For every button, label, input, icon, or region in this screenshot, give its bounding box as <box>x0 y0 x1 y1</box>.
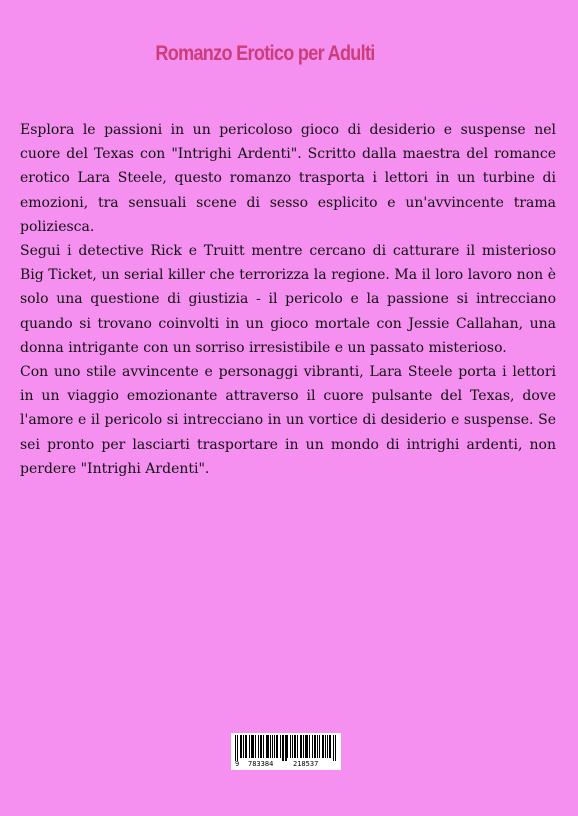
blurb-paragraph: Segui i detective Rick e Truitt mentre cercano di catturare il misterioso Big Ticket, un serial killer che terrorizza la regione. Ma il loro lavoro non è solo una questione di giustizia - il pericolo e la passione si intrecciano quando si trovano coinvolti in un gioco mortale con Jessie Callahan, una donna intrigante con un sorriso irresistibile e un passato misterioso. <box>20 243 556 356</box>
barcode-bar <box>261 735 262 758</box>
barcode-bar <box>272 735 273 758</box>
barcode-bar <box>235 735 236 761</box>
barcode-bar <box>282 735 283 761</box>
barcode-bar <box>295 735 296 758</box>
barcode-bar <box>306 735 307 758</box>
barcode-bar <box>319 735 320 758</box>
barcode-bar <box>270 735 271 758</box>
barcode-bar <box>266 735 267 758</box>
barcode-first-digit: 9 <box>235 760 240 768</box>
barcode-bar <box>253 735 254 758</box>
barcode-bar <box>276 735 277 758</box>
barcode-bar <box>300 735 301 758</box>
barcode-bar <box>309 735 310 758</box>
barcode-bar <box>285 735 286 761</box>
barcode-bar <box>314 735 315 758</box>
barcode-bar <box>333 735 334 761</box>
blurb-paragraph: Con uno stile avvincente e personaggi vibranti, Lara Steele porta i lettori in un viaggio emozionante attraverso il cuore pulsante del Texas, dove l'amore e il pericolo si intrecciano in un vortice di desiderio e suspense. Se sei pronto per lasciarti trasportare in un mondo di intrighi ardenti, non perdere "Intrighi Ardenti". <box>20 364 556 477</box>
barcode-bar <box>317 735 318 758</box>
barcode-bar <box>260 735 261 758</box>
barcode-bar <box>325 735 326 758</box>
barcode-bar <box>252 735 253 758</box>
barcode-bar <box>307 735 308 758</box>
barcode-bar <box>322 735 323 758</box>
barcode-bar <box>297 735 298 758</box>
barcode-bar <box>294 735 295 758</box>
barcode-bar <box>267 735 268 758</box>
barcode-bar <box>327 735 328 758</box>
barcode-bars-graphic <box>231 733 341 761</box>
barcode-bar <box>240 735 241 758</box>
barcode-bar <box>290 735 291 758</box>
barcode-bar <box>329 735 330 758</box>
barcode-bar <box>274 735 275 758</box>
barcode-bar <box>287 735 288 758</box>
barcode-bar <box>323 735 324 758</box>
barcode-bar <box>246 735 247 758</box>
barcode-bar <box>315 735 316 758</box>
barcode-bar <box>280 735 281 758</box>
barcode-bar <box>255 735 256 758</box>
barcode-bar <box>241 735 242 758</box>
barcode <box>231 733 341 770</box>
barcode-bar <box>283 735 284 761</box>
barcode-bar <box>263 735 264 758</box>
barcode-bar <box>268 735 269 758</box>
blurb-paragraph: Esplora le passioni in un pericoloso gioco di desiderio e suspense nel cuore del Texas con "Intrighi Ardenti". Scritto dalla maestra del romance erotico Lara Steele, questo romanzo trasporta i lettori in un turbine di emozioni, tra sensuali scene di sesso esplicito e un'avvincente trama poliziesca. <box>20 122 556 235</box>
barcode-bar <box>258 735 259 758</box>
barcode-bar <box>303 735 304 758</box>
barcode-bar <box>277 735 278 758</box>
barcode-bar <box>301 735 302 758</box>
barcode-bar <box>243 735 244 758</box>
barcode-bar <box>237 735 238 761</box>
barcode-bar <box>292 735 293 758</box>
barcode-right-group: 218537 <box>293 760 319 768</box>
barcode-bar <box>245 735 246 758</box>
blurb-text <box>20 118 556 481</box>
barcode-bar <box>330 735 331 758</box>
barcode-bar <box>286 735 287 761</box>
barcode-bar <box>335 735 336 761</box>
page-title: Romanzo Erotico per Adulti <box>155 42 375 65</box>
barcode-bar <box>249 735 250 758</box>
barcode-left-group: 783384 <box>248 760 274 768</box>
barcode-bar <box>251 735 252 758</box>
barcode-digits <box>231 759 341 770</box>
barcode-bar <box>305 735 306 758</box>
barcode-bar <box>312 735 313 758</box>
